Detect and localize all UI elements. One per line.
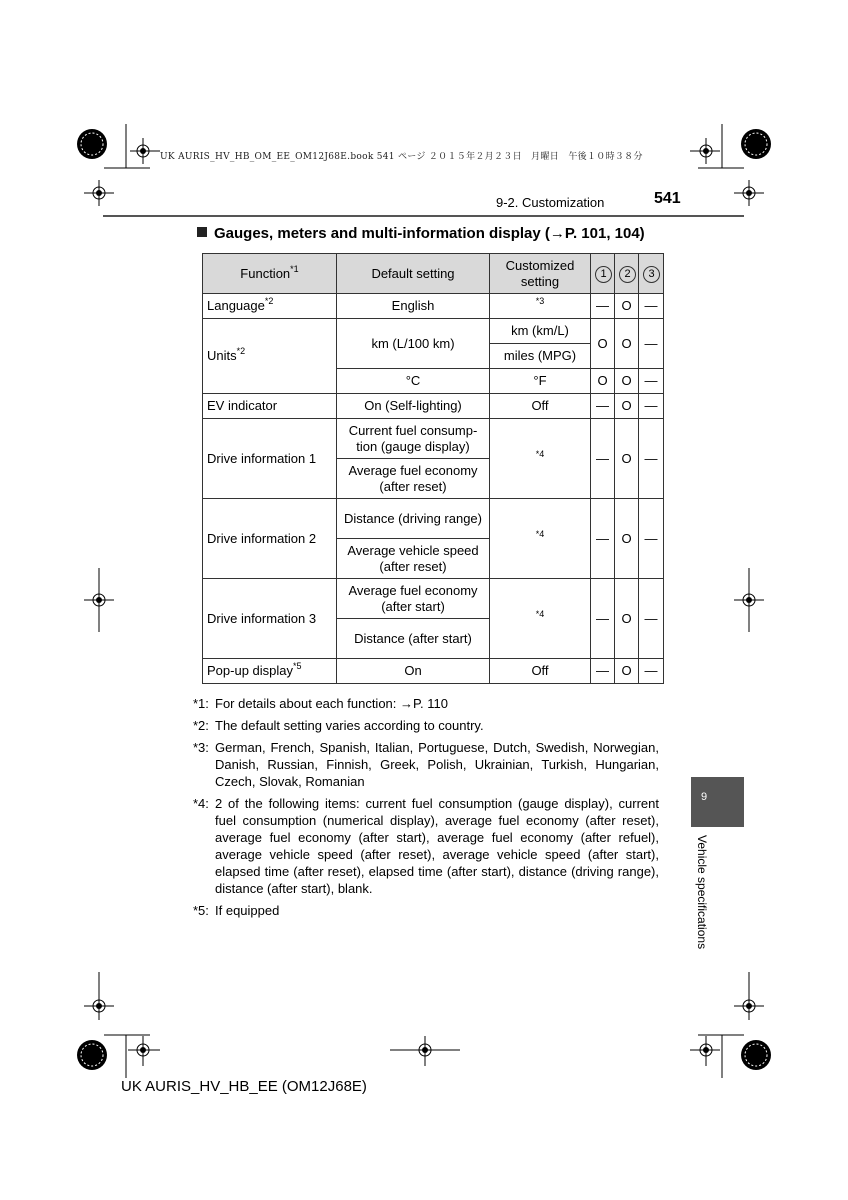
header-method-2 [615, 254, 639, 294]
footnote: *3: German, French, Spanish, Italian, Portuguese, Dutch, Swedish, Norwegian, Danish, Russian, Finnish, Greek, Polish, Ukrainian, Turkish, Hungarian, Czech, Slovak, Romanian [193, 740, 659, 789]
method-2-cell: O [615, 659, 639, 684]
chapter-side-label: Vehicle specifications [695, 835, 709, 950]
circled-2-icon: 2 [619, 266, 636, 283]
settings-table [202, 253, 664, 684]
footnotes [193, 695, 659, 924]
function-cell: Pop-up display$^{*5}$ [203, 659, 337, 684]
footnote: *2: The default setting varies according to country. [193, 718, 484, 733]
method-1-cell: — [591, 659, 615, 684]
method-2-cell: O [615, 419, 639, 499]
footnote: *4: 2 of the following items: current fuel consumption (gauge display), current fuel consumption (numerical display), average fuel economy (after reset), average fuel economy (after start), average fuel economy (after refuel), average vehicle speed (after reset), average vehicle speed (after start), elapsed time (after reset), elapsed time (after start), distance (driving range), distance (after start), blank. [193, 796, 659, 896]
page-number: 541 [654, 190, 681, 207]
method-3-cell: — [639, 294, 664, 319]
chapter-tab [691, 777, 744, 827]
section-title-text: Gauges, meters and multi-information display (→P. 101, 104) [214, 225, 645, 242]
default-cell: Distance (driving range) [337, 499, 490, 539]
method-3-cell: — [639, 419, 664, 499]
custom-cell: *3 [490, 294, 591, 319]
header-customized-setting: Customized setting [490, 254, 591, 294]
header-default-setting: Default setting [337, 254, 490, 294]
table-row [203, 579, 664, 619]
section-title [197, 225, 645, 242]
header-method-3 [639, 254, 664, 294]
method-3-cell: — [639, 659, 664, 684]
custom-cell: °F [490, 369, 591, 394]
function-cell: Drive information 2 [203, 499, 337, 579]
default-cell: Average fuel economy (after reset) [337, 459, 490, 499]
footnote: *5: If equipped [193, 903, 280, 918]
method-1-cell: — [591, 579, 615, 659]
method-2-cell: O [615, 294, 639, 319]
circled-3-icon: 3 [643, 266, 660, 283]
method-3-cell: — [639, 579, 664, 659]
method-1-cell: — [591, 394, 615, 419]
table-row [203, 659, 664, 684]
method-3-cell: — [639, 319, 664, 369]
default-cell: On [337, 659, 490, 684]
default-cell: Current fuel consump-tion (gauge display) [337, 419, 490, 459]
header-function: Function$^{*1}$ [203, 254, 337, 294]
default-cell: English [337, 294, 490, 319]
method-2-cell: O [615, 369, 639, 394]
header-section-title: 9-2. Customization [496, 195, 605, 210]
method-2-cell: O [615, 579, 639, 659]
default-cell: km (L/100 km) [337, 319, 490, 369]
default-cell: Distance (after start) [337, 619, 490, 659]
table-header-row [203, 254, 664, 294]
custom-cell: Off [490, 659, 591, 684]
footnote: *1: For details about each function: →P. 110 [193, 696, 448, 711]
function-cell: Units$^{*2}$ [203, 319, 337, 394]
default-cell: °C [337, 369, 490, 394]
method-1-cell: — [591, 294, 615, 319]
table-row [203, 394, 664, 419]
table-row [203, 499, 664, 539]
footer-manual-code: UK AURIS_HV_HB_EE (OM12J68E) [121, 1078, 367, 1095]
function-cell: Drive information 1 [203, 419, 337, 499]
default-cell: On (Self-lighting) [337, 394, 490, 419]
table-row [203, 419, 664, 459]
function-cell: Drive information 3 [203, 579, 337, 659]
method-3-cell: — [639, 394, 664, 419]
method-2-cell: O [615, 394, 639, 419]
method-3-cell: — [639, 369, 664, 394]
method-1-cell: — [591, 499, 615, 579]
method-1-cell: O [591, 369, 615, 394]
custom-cell: *4 [490, 419, 591, 499]
header-method-1 [591, 254, 615, 294]
header-rule [103, 215, 744, 217]
method-1-cell: O [591, 319, 615, 369]
custom-cell: *4 [490, 579, 591, 659]
chapter-tab-number: 9 [701, 791, 708, 803]
function-cell: EV indicator [203, 394, 337, 419]
bullet-square-icon [197, 227, 207, 237]
method-2-cell: O [615, 319, 639, 369]
method-2-cell: O [615, 499, 639, 579]
table-row [203, 294, 664, 319]
circled-1-icon: 1 [595, 266, 612, 283]
custom-cell: Off [490, 394, 591, 419]
custom-cell: km (km/L) [490, 319, 591, 344]
table-row [203, 319, 664, 344]
method-3-cell: — [639, 499, 664, 579]
method-1-cell: — [591, 419, 615, 499]
print-info-line: UK AURIS_HV_HB_OM_EE_OM12J68E.book 541 ページ ２０１５年２月２３日 月曜日 午後１０時３８分 [160, 152, 643, 162]
function-cell: Language$^{*2}$ [203, 294, 337, 319]
custom-cell: *4 [490, 499, 591, 579]
default-cell: Average vehicle speed (after reset) [337, 539, 490, 579]
default-cell: Average fuel economy (after start) [337, 579, 490, 619]
custom-cell: miles (MPG) [490, 344, 591, 369]
